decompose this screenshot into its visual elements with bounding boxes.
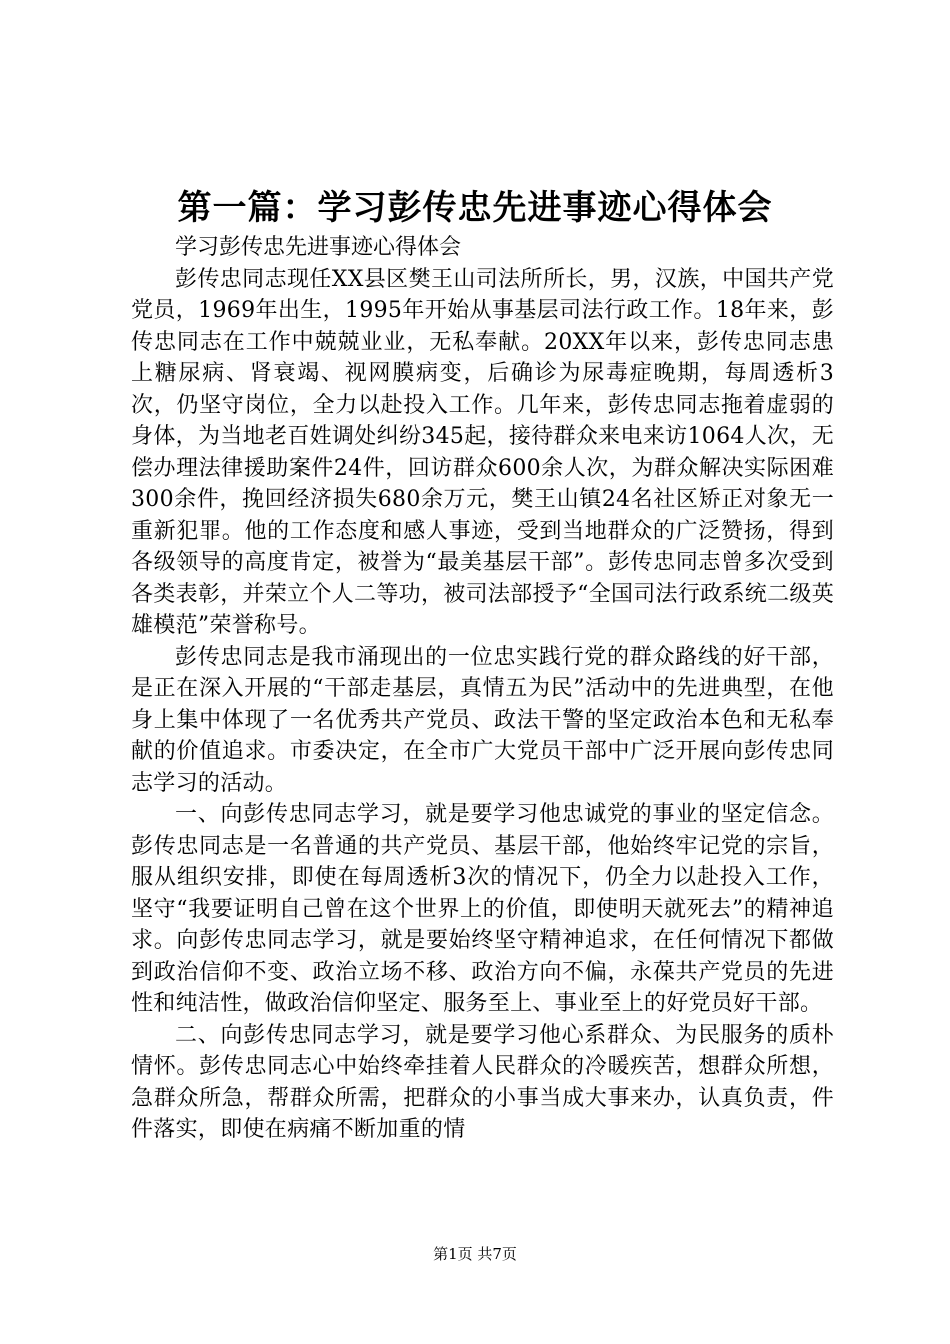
document-subtitle: 学习彭传忠先进事迹心得体会 <box>175 235 462 260</box>
document-body <box>131 232 834 1146</box>
paragraph-1: 彭传忠同志现任XX县区樊王山司法所所长，男，汉族，中国共产党党员，1969年出生，1995年开始从事基层司法行政工作。18年来，彭传忠同志在工作中兢兢业业，无私奉献。20XX年以来，彭传忠同志患上糖尿病、肾衰竭、视网膜病变，后确诊为尿毒症晚期，每周透析3次，仍坚守岗位，全力以赴投入工作。几年来，彭传忠同志拖着虚弱的身体，为当地老百姓调处纠纷345起，接待群众来电来访1064人次，无偿办理法律援助案件24件，回访群众600余人次，为群众解决实际困难300余件，挽回经济损失680余万元，樊王山镇24名社区矫正对象无一重新犯罪。他的工作态度和感人事迹，受到当地群众的广泛赞扬，得到各级领导的高度肯定，被誉为“最美基层干部”。彭传忠同志曾多次受到各类表彰，并荣立个人二等功，被司法部授予“全国司法行政系统二级英雄模范”荣誉称号。 <box>131 266 834 638</box>
page-footer: 第1页 共7页 <box>433 1245 517 1263</box>
paragraph-4: 二、向彭传忠同志学习，就是要学习他心系群众、为民服务的质朴情怀。彭传忠同志心中始终牵挂着人民群众的冷暖疾苦，想群众所想，急群众所急，帮群众所需，把群众的小事当成大事来办，认真负责，件件落实，即使在病痛不断加重的情 <box>131 1022 834 1142</box>
document-title: 第一篇：学习彭传忠先进事迹心得体会 <box>177 188 773 228</box>
paragraph-2: 彭传忠同志是我市涌现出的一位忠实践行党的群众路线的好干部，是正在深入开展的“干部走基层，真情五为民”活动中的先进典型，在他身上集中体现了一名优秀共产党员、政法干警的坚定政治本色和无私奉献的价值追求。市委决定，在全市广大党员干部中广泛开展向彭传忠同志学习的活动。 <box>131 644 834 796</box>
paragraph-3: 一、向彭传忠同志学习，就是要学习他忠诚党的事业的坚定信念。彭传忠同志是一名普通的共产党员、基层干部，他始终牢记党的宗旨，服从组织安排，即使在每周透析3次的情况下，仍全力以赴投入工作，坚守“我要证明自己曾在这个世界上的价值，即使明天就死去”的精神追求。向彭传忠同志学习，就是要始终坚守精神追求，在任何情况下都做到政治信仰不变、政治立场不移、政治方向不偏，永葆共产党员的先进性和纯洁性，做政治信仰坚定、服务至上、事业至上的好党员好干部。 <box>131 802 834 1016</box>
